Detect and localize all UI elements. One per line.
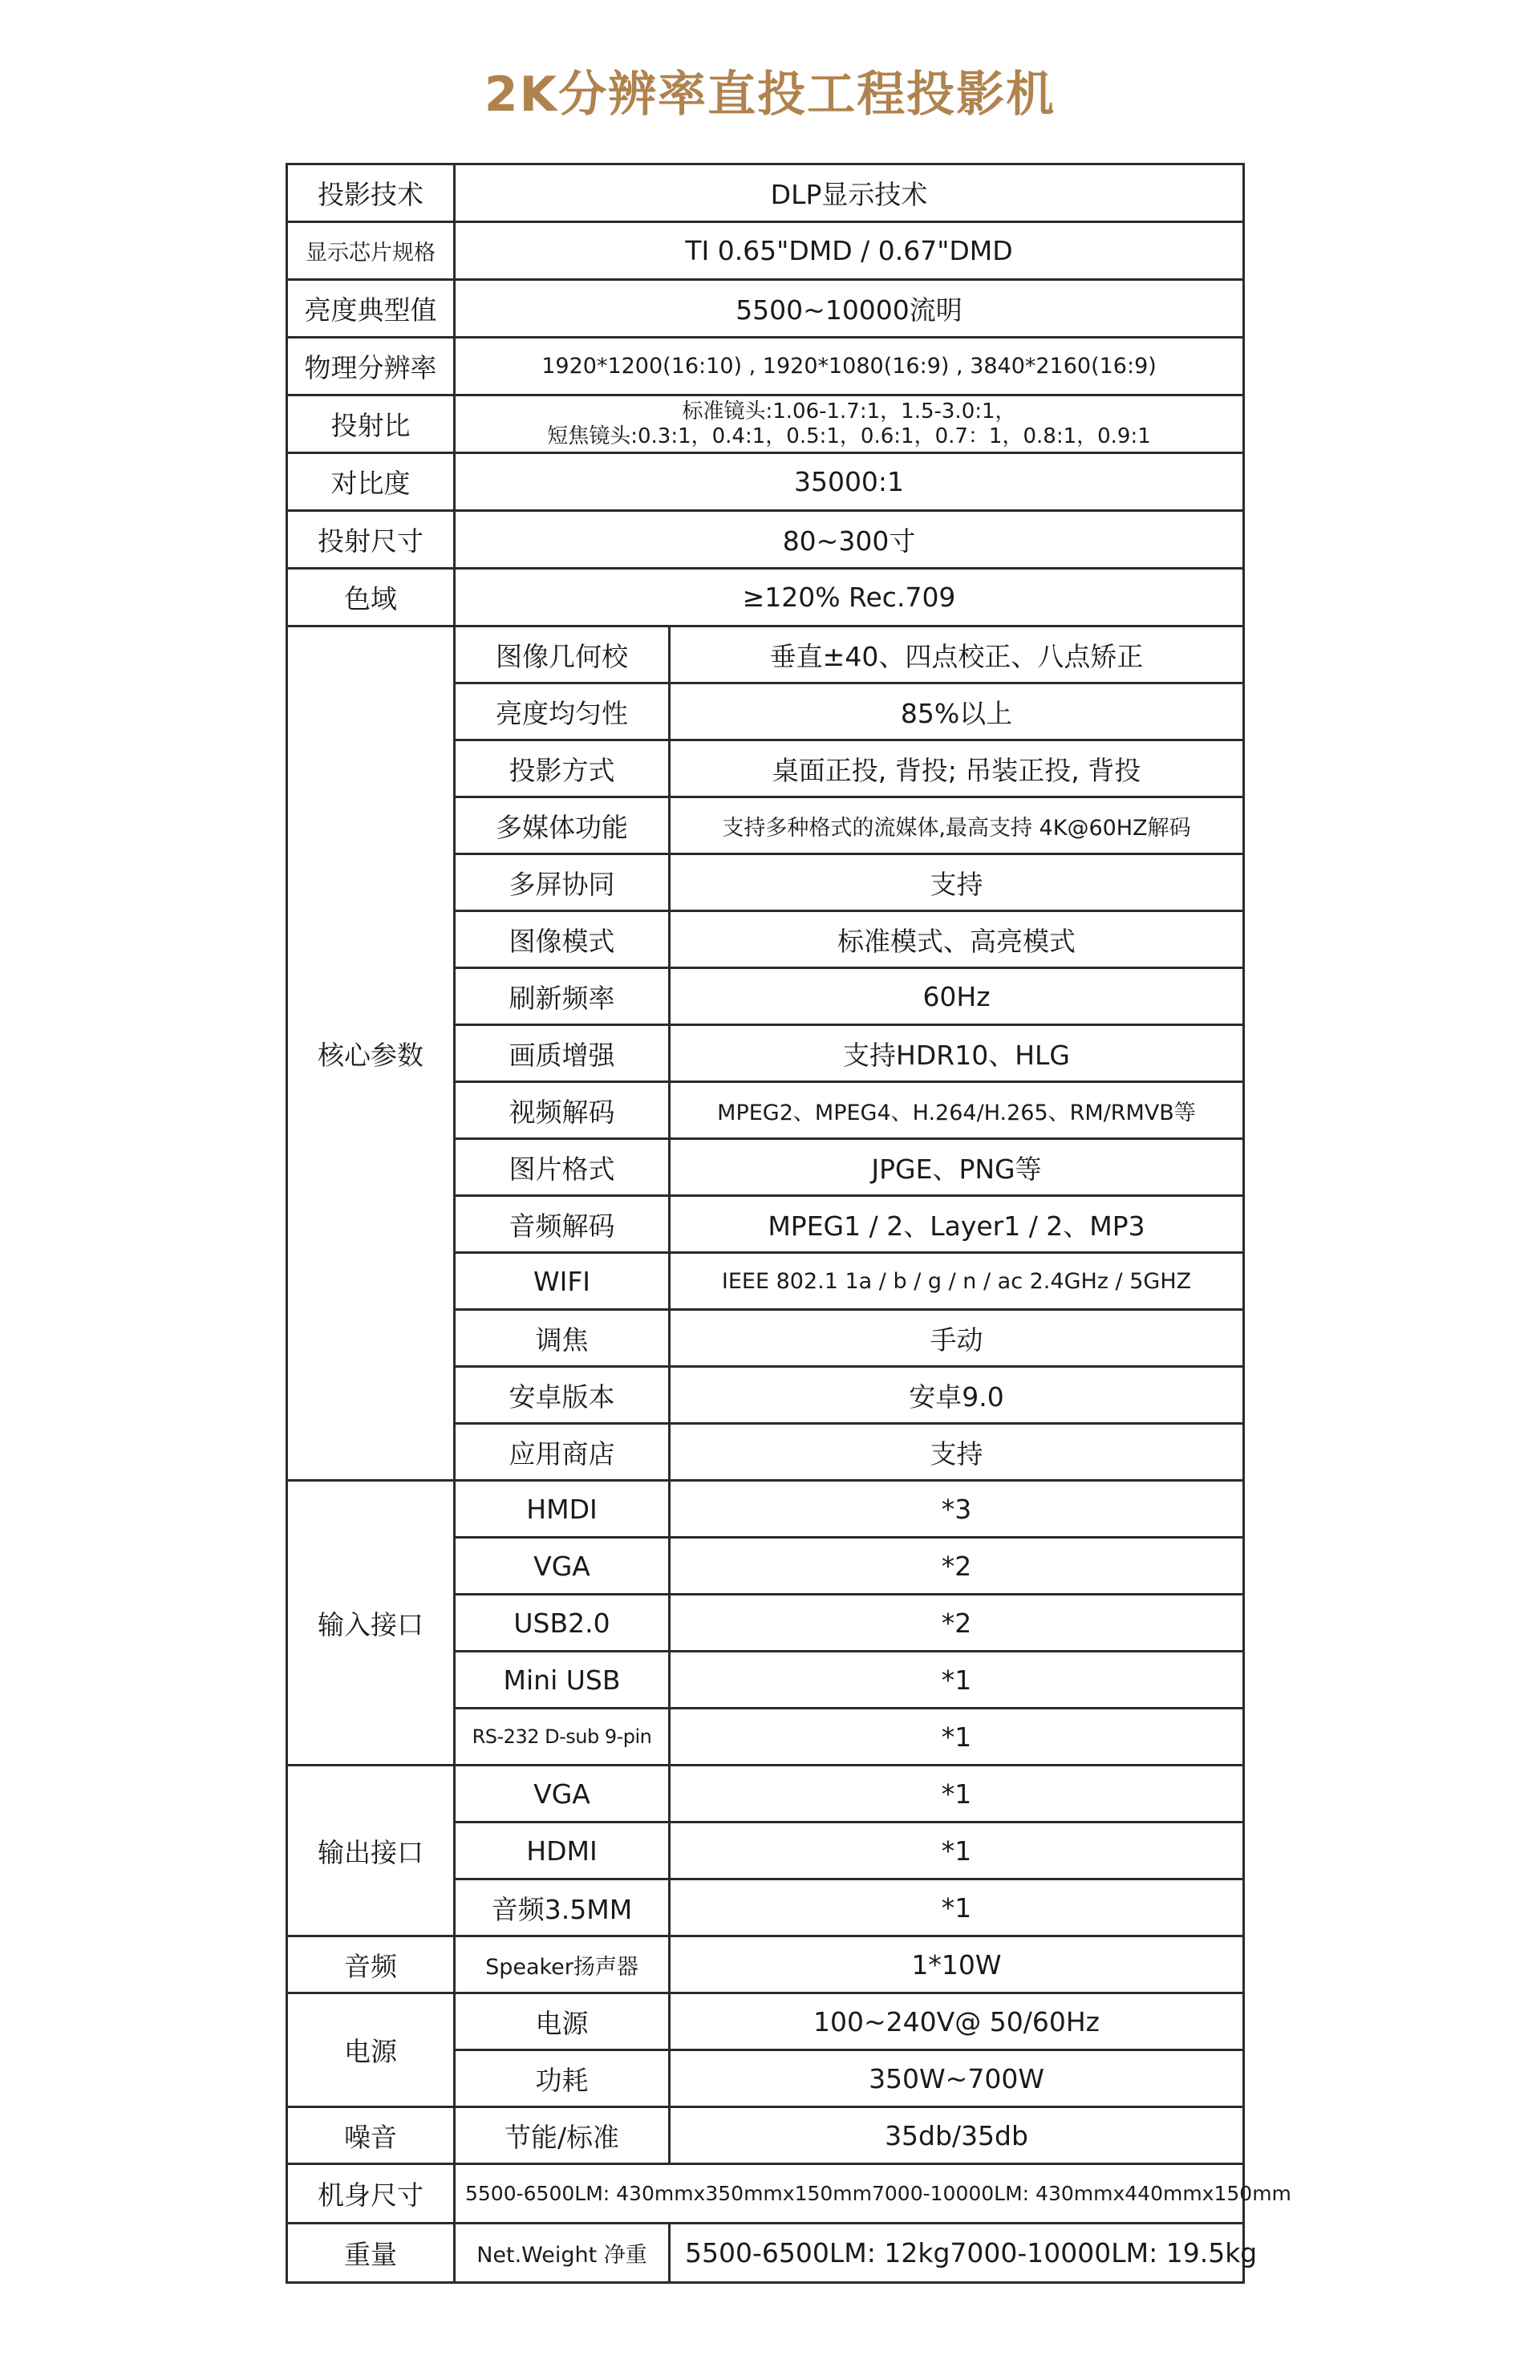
page-title: 2K分辨率直投工程投影机 xyxy=(484,67,1056,123)
table-row xyxy=(287,626,1244,683)
item-value: 60Hz xyxy=(670,968,1244,1025)
item-label: 投影方式 xyxy=(455,740,670,797)
item-value: MPEG1 / 2、Layer1 / 2、MP3 xyxy=(670,1196,1244,1253)
row-value: 35000:1 xyxy=(455,453,1244,511)
table-row xyxy=(287,1936,1244,1993)
item-value: 100~240V@ 50/60Hz xyxy=(670,1993,1244,2050)
row-value: ≥120% Rec.709 xyxy=(455,569,1244,626)
item-label: HDMI xyxy=(455,1823,670,1879)
item-value: *2 xyxy=(670,1538,1244,1595)
item-value: 支持 xyxy=(670,1424,1244,1481)
item-value: *1 xyxy=(670,1879,1244,1936)
item-label: HMDI xyxy=(455,1481,670,1538)
item-value: 安卓9.0 xyxy=(670,1367,1244,1424)
item-value: *1 xyxy=(670,1652,1244,1709)
item-value: JPGE、PNG等 xyxy=(670,1139,1244,1196)
item-label: 音频解码 xyxy=(455,1196,670,1253)
row-label: 亮度典型值 xyxy=(287,280,455,338)
item-label: 多屏协同 xyxy=(455,854,670,911)
table-row xyxy=(287,338,1244,395)
item-value: 支持多种格式的流媒体,最高支持 4K@60HZ解码 xyxy=(670,797,1244,854)
item-value: MPEG2、MPEG4、H.264/H.265、RM/RMVB等 xyxy=(670,1082,1244,1139)
group-label-input: 输入接口 xyxy=(287,1481,455,1766)
item-label: 多媒体功能 xyxy=(455,797,670,854)
item-value: *2 xyxy=(670,1595,1244,1652)
dimensions-a: 5500-6500LM: 430mmx350mmx150mm xyxy=(465,2182,872,2205)
row-label: 投影技术 xyxy=(287,164,455,222)
table-row xyxy=(287,395,1244,453)
table-row xyxy=(287,1993,1244,2050)
item-label: 画质增强 xyxy=(455,1025,670,1082)
item-value: *1 xyxy=(670,1766,1244,1823)
item-label: 图像几何校 xyxy=(455,626,670,683)
table-row xyxy=(287,569,1244,626)
row-value: DLP显示技术 xyxy=(455,164,1244,222)
group-label-weight: 重量 xyxy=(287,2224,455,2283)
item-value: IEEE 802.1 1a / b / g / n / ac 2.4GHz / 5GHZ xyxy=(670,1253,1244,1310)
item-label: 视频解码 xyxy=(455,1082,670,1139)
item-label: 调焦 xyxy=(455,1310,670,1367)
item-value: 1*10W xyxy=(670,1936,1244,1993)
table-row xyxy=(287,453,1244,511)
weight-value xyxy=(670,2224,1258,2283)
item-value: 350W~700W xyxy=(670,2050,1244,2107)
item-label: 亮度均匀性 xyxy=(455,683,670,740)
table-row xyxy=(287,1766,1244,1823)
item-label: VGA xyxy=(455,1538,670,1595)
row-label: 对比度 xyxy=(287,453,455,511)
item-value: *3 xyxy=(670,1481,1244,1538)
row-label: 色域 xyxy=(287,569,455,626)
item-label: 电源 xyxy=(455,1993,670,2050)
row-value: 80~300寸 xyxy=(455,511,1244,569)
row-value: TI 0.65"DMD / 0.67"DMD xyxy=(455,222,1244,280)
weight-b: 7000-10000LM: 19.5kg xyxy=(950,2237,1258,2269)
group-label-audio: 音频 xyxy=(287,1936,455,1993)
item-value: 支持 xyxy=(670,854,1244,911)
row-value xyxy=(455,395,1244,453)
row-label: 机身尺寸 xyxy=(287,2164,455,2224)
item-label: USB2.0 xyxy=(455,1595,670,1652)
item-label: Net.Weight 净重 xyxy=(455,2224,670,2283)
group-label-output: 输出接口 xyxy=(287,1766,455,1936)
spec-table xyxy=(286,163,1291,2284)
table-row xyxy=(287,2224,1244,2283)
table-row xyxy=(287,1481,1244,1538)
item-label: 图片格式 xyxy=(455,1139,670,1196)
table-row xyxy=(287,164,1244,222)
item-label: 刷新频率 xyxy=(455,968,670,1025)
row-value: 5500~10000流明 xyxy=(455,280,1244,338)
throw-ratio-line-2: 短焦镜头:0.3:1，0.4:1，0.5:1，0.6:1，0.7：1，0.8:1，0.9:1 xyxy=(547,424,1151,448)
row-label: 投射尺寸 xyxy=(287,511,455,569)
item-label: 安卓版本 xyxy=(455,1367,670,1424)
group-label-power: 电源 xyxy=(287,1993,455,2107)
item-value: 桌面正投, 背投; 吊装正投, 背投 xyxy=(670,740,1244,797)
item-label: 图像模式 xyxy=(455,911,670,968)
item-label: Speaker扬声器 xyxy=(455,1936,670,1993)
row-label: 物理分辨率 xyxy=(287,338,455,395)
weight-a: 5500-6500LM: 12kg xyxy=(685,2237,950,2269)
dimensions-value xyxy=(455,2164,1291,2224)
item-label: RS-232 D-sub 9-pin xyxy=(455,1709,670,1766)
item-label: Mini USB xyxy=(455,1652,670,1709)
item-value: 85%以上 xyxy=(670,683,1244,740)
item-label: WIFI xyxy=(455,1253,670,1310)
item-value: 垂直±40、四点校正、八点矫正 xyxy=(670,626,1244,683)
table-row xyxy=(287,2164,1244,2224)
table-row xyxy=(287,2107,1244,2164)
table-row xyxy=(287,280,1244,338)
table-row xyxy=(287,222,1244,280)
item-label: 节能/标准 xyxy=(455,2107,670,2164)
item-label: 音频3.5MM xyxy=(455,1879,670,1936)
table-row xyxy=(287,511,1244,569)
item-value: 支持HDR10、HLG xyxy=(670,1025,1244,1082)
item-label: 应用商店 xyxy=(455,1424,670,1481)
item-value: 35db/35db xyxy=(670,2107,1244,2164)
row-value: 1920*1200(16:10) , 1920*1080(16:9) , 3840*2160(16:9) xyxy=(455,338,1244,395)
item-label: VGA xyxy=(455,1766,670,1823)
item-value: 手动 xyxy=(670,1310,1244,1367)
item-value: *1 xyxy=(670,1823,1244,1879)
item-value: 标准模式、高亮模式 xyxy=(670,911,1244,968)
group-label-core: 核心参数 xyxy=(287,626,455,1481)
throw-ratio-line-1: 标准镜头:1.06-1.7:1，1.5-3.0:1， xyxy=(682,399,1016,424)
item-label: 功耗 xyxy=(455,2050,670,2107)
dimensions-b: 7000-10000LM: 430mmx440mmx150mm xyxy=(872,2182,1291,2205)
row-label: 投射比 xyxy=(287,395,455,453)
row-label: 显示芯片规格 xyxy=(287,222,455,280)
item-value: *1 xyxy=(670,1709,1244,1766)
group-label-noise: 噪音 xyxy=(287,2107,455,2164)
